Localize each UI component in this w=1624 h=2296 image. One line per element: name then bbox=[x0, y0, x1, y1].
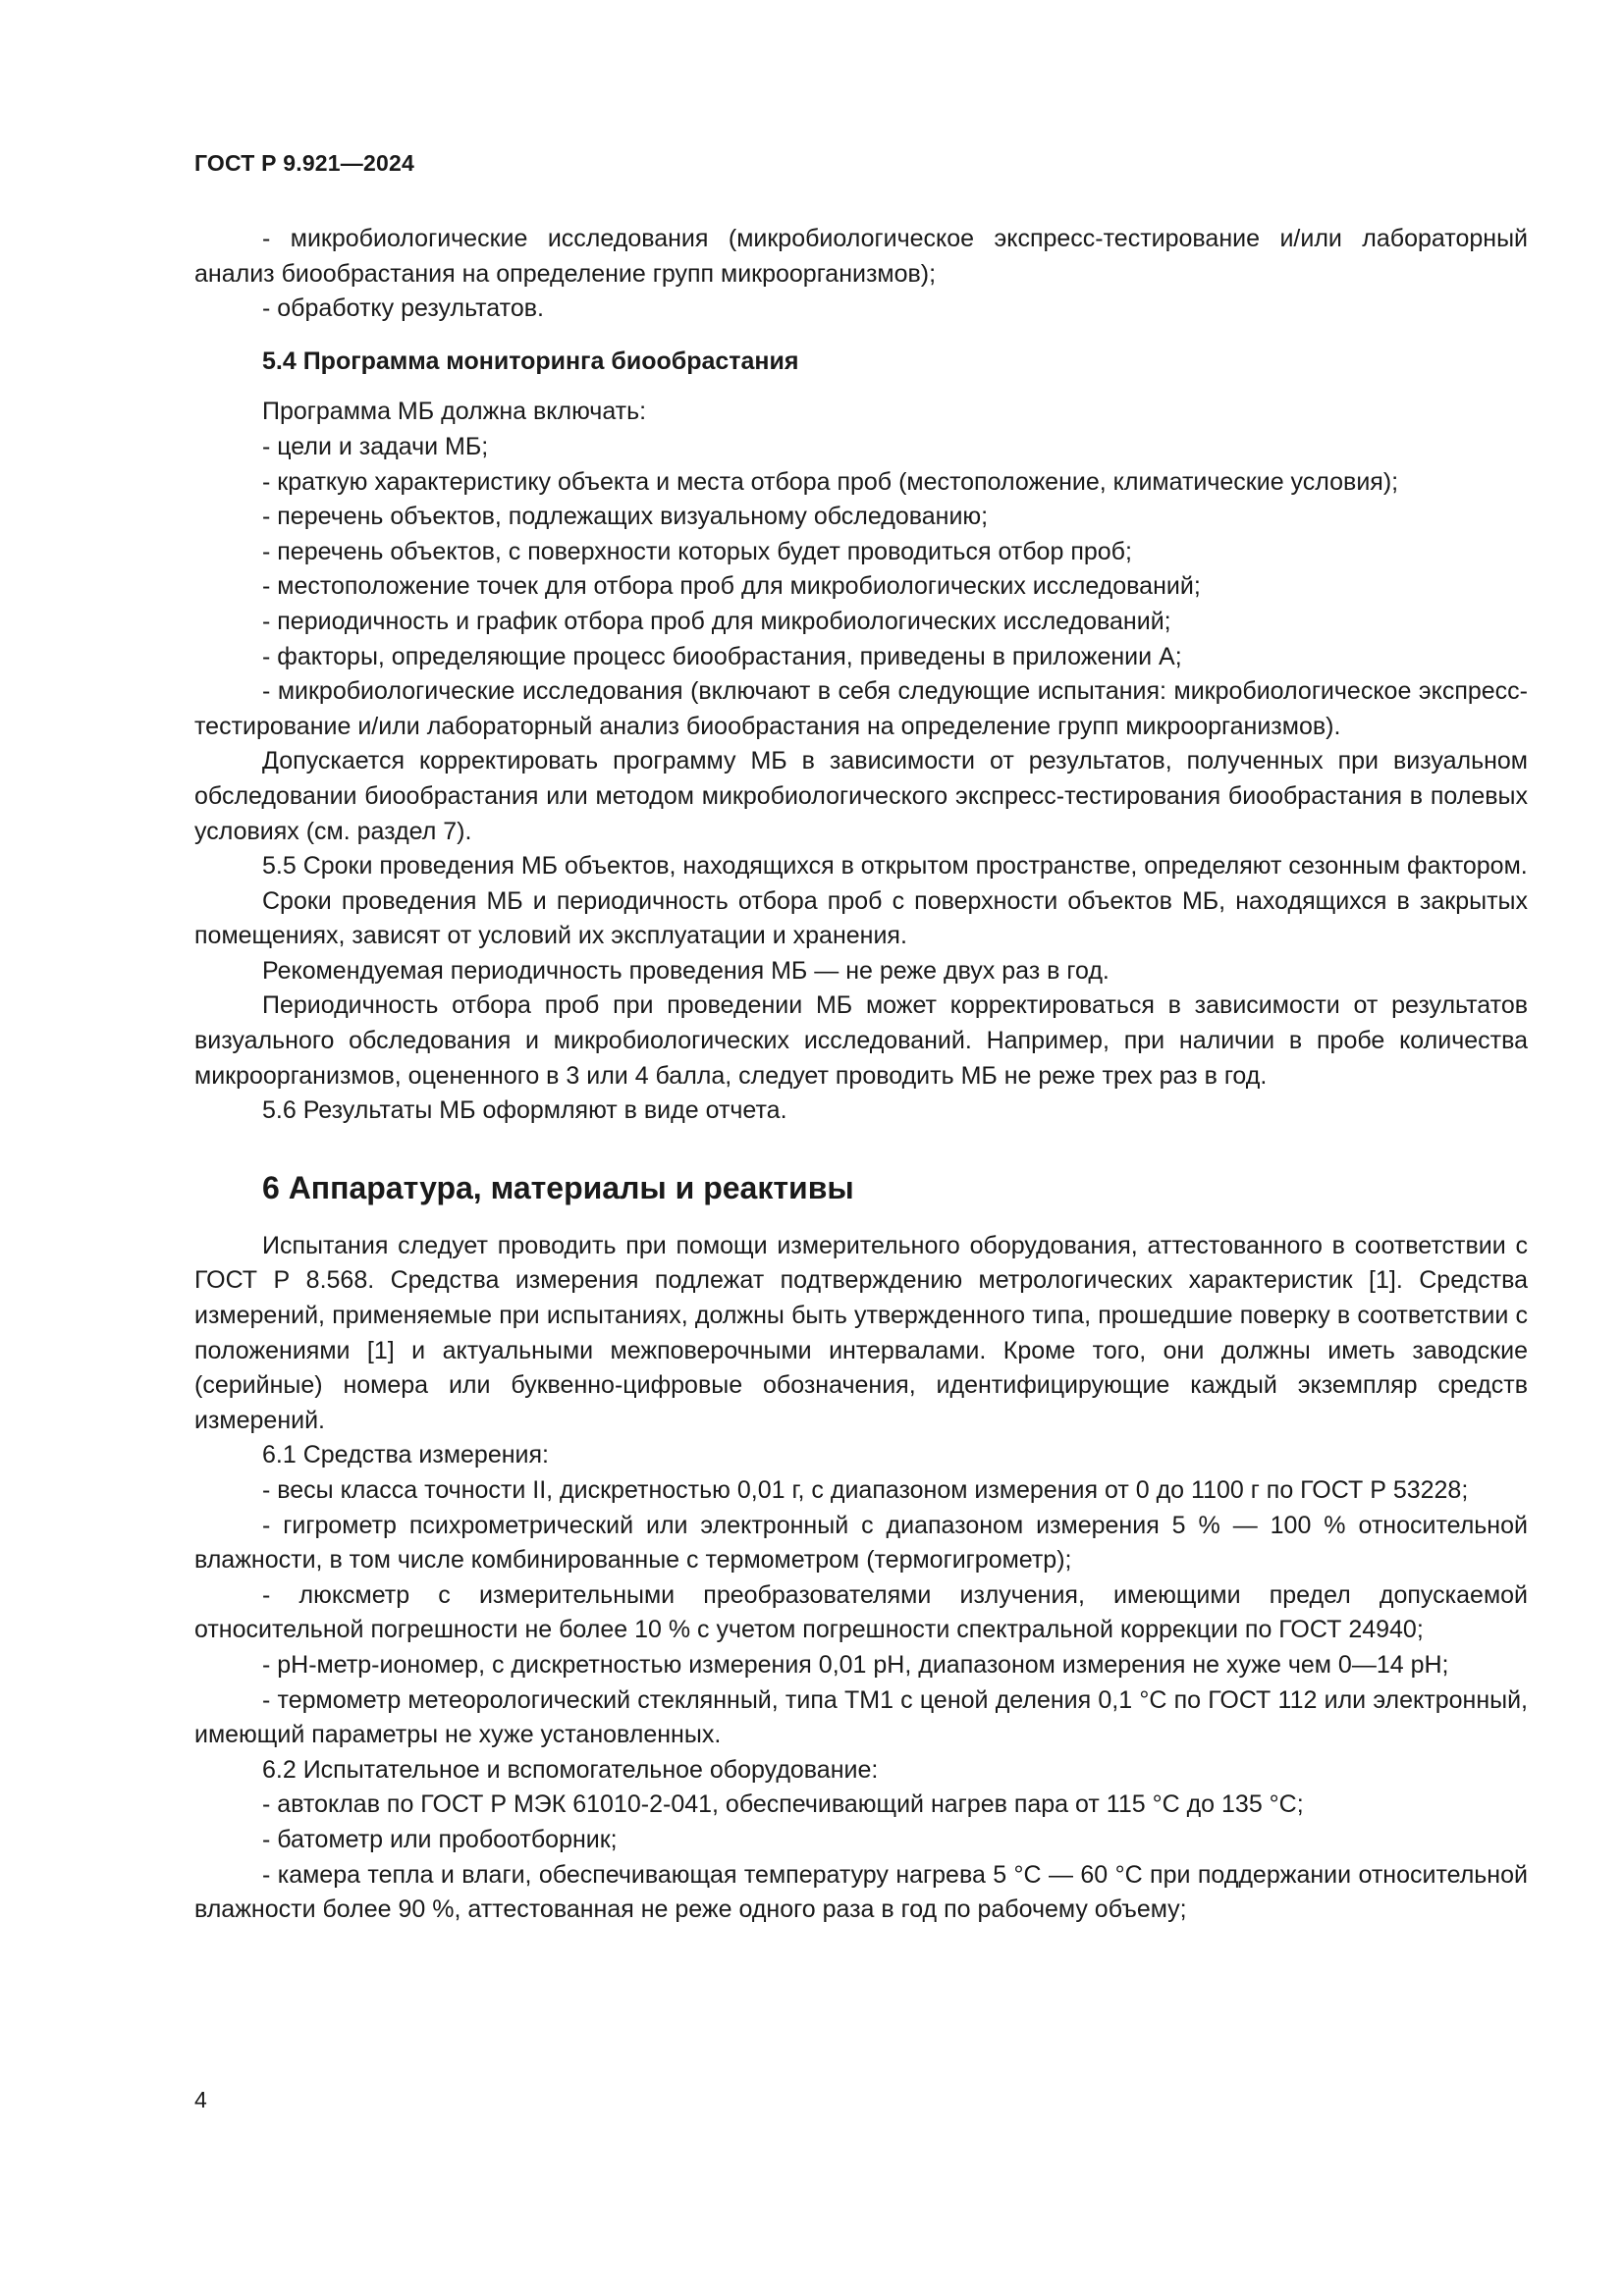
paragraph: Рекомендуемая периодичность проведения МБ — не реже двух раз в год. bbox=[262, 956, 1110, 985]
list-item: - pH-метр-иономер, с дискретностью измерения 0,01 pH, диапазоном измерения не хуже чем 0—14 pH; bbox=[262, 1650, 1449, 1679]
list-item: - цели и задачи МБ; bbox=[262, 432, 489, 460]
list-item: - люксметр с измерительными преобразователями излучения, имеющими предел допускаемой относительной погрешности не более 10 % с учетом погрешности спектральной коррекции по ГОСТ 24940; bbox=[194, 1580, 1528, 1644]
section-heading-6: 6 Аппаратура, материалы и реактивы bbox=[262, 1169, 854, 1205]
list-item: - камера тепла и влаги, обеспечивающая температуру нагрева 5 °С — 60 °С при поддержании относительной влажности более 90 %, аттестованная не реже одного раза в год по рабочему объему; bbox=[194, 1860, 1528, 1924]
paragraph: 6.2 Испытательное и вспомогательное оборудование: bbox=[262, 1755, 879, 1784]
paragraph: Периодичность отбора проб при проведении МБ может корректироваться в зависимости от результатов визуального обследования и микробиологических исследований. Например, при наличии в пробе количества микроорганизмов, оцененного в 3 или 4 балла, следует проводить МБ не реже трех раз в год. bbox=[194, 991, 1528, 1090]
intro-item: - микробиологические исследования (микробиологическое экспресс-тестирование и/или лабораторный анализ биообрастания на определение групп микроорганизмов); bbox=[194, 225, 1528, 288]
intro-item: - обработку результатов. bbox=[262, 294, 544, 323]
paragraph: Сроки проведения МБ и периодичность отбора проб с поверхности объектов МБ, находящихся в закрытых помещениях, зависят от условий их эксплуатации и хранения. bbox=[194, 886, 1528, 950]
page-body bbox=[194, 222, 1528, 1928]
paragraph: 5.6 Результаты МБ оформляют в виде отчета. bbox=[262, 1096, 787, 1125]
paragraph: 5.5 Сроки проведения МБ объектов, находящихся в открытом пространстве, определяют сезонным фактором. bbox=[262, 852, 1528, 881]
list-item: - батометр или пробоотборник; bbox=[262, 1825, 618, 1853]
list-item: - гигрометр психрометрический или электронный с диапазоном измерения 5 % — 100 % относительной влажности, в том числе комбинированные с термометром (термогигрометр); bbox=[194, 1511, 1528, 1575]
list-item: - перечень объектов, подлежащих визуальному обследованию; bbox=[262, 503, 989, 531]
list-item: - периодичность и график отбора проб для микробиологических исследований; bbox=[262, 607, 1171, 635]
subsection-heading-5-4: 5.4 Программа мониторинга биообрастания bbox=[262, 347, 799, 375]
list-item: - автоклав по ГОСТ Р МЭК 61010-2-041, обеспечивающий нагрев пара от 115 °С до 135 °С; bbox=[262, 1790, 1304, 1819]
list-item: - местоположение точек для отбора проб для микробиологических исследований; bbox=[262, 572, 1201, 601]
list-item: - микробиологические исследования (включают в себя следующие испытания: микробиологическое экспресс-тестирование и/или лабораторный анализ биообрастания на определение групп микроорганизмов). bbox=[194, 677, 1528, 740]
list-item: - термометр метеорологический стеклянный, типа ТМ1 с ценой деления 0,1 °С по ГОСТ 112 или электронный, имеющий параметры не хуже установленных. bbox=[194, 1685, 1528, 1749]
list-item: - перечень объектов, с поверхности которых будет проводиться отбор проб; bbox=[262, 537, 1132, 565]
list-item: - краткую характеристику объекта и места отбора проб (местоположение, климатические условия); bbox=[262, 467, 1399, 496]
list-item: - весы класса точности II, дискретностью 0,01 г, с диапазоном измерения от 0 до 1100 г по ГОСТ Р 53228; bbox=[262, 1476, 1469, 1504]
page-number: 4 bbox=[194, 2087, 207, 2112]
paragraph: Испытания следует проводить при помощи измерительного оборудования, аттестованного в соответствии с ГОСТ Р 8.568. Средства измерения подлежат подтверждению метрологических характеристик [1]. Средства измерений, применяемые при испытаниях, должны быть утвержденного типа, прошедшие поверку в соответствии с положениями [1] и актуальными межповерочными интервалами. Кроме того, они должны иметь заводские (серийные) номера или буквенно-цифровые обозначения, идентифицирующие каждый экземпляр средств измерений. bbox=[194, 1231, 1528, 1434]
paragraph: Допускается корректировать программу МБ в зависимости от результатов, полученных при визуальном обследовании биообрастания или методом микробиологического экспресс-тестирования биообрастания в полевых условиях (см. раздел 7). bbox=[194, 747, 1528, 845]
list-item: - факторы, определяющие процесс биообрастания, приведены в приложении А; bbox=[262, 642, 1182, 670]
document-code-header: ГОСТ Р 9.921—2024 bbox=[194, 150, 414, 176]
paragraph: 6.1 Средства измерения: bbox=[262, 1441, 549, 1469]
paragraph: Программа МБ должна включать: bbox=[262, 398, 647, 426]
